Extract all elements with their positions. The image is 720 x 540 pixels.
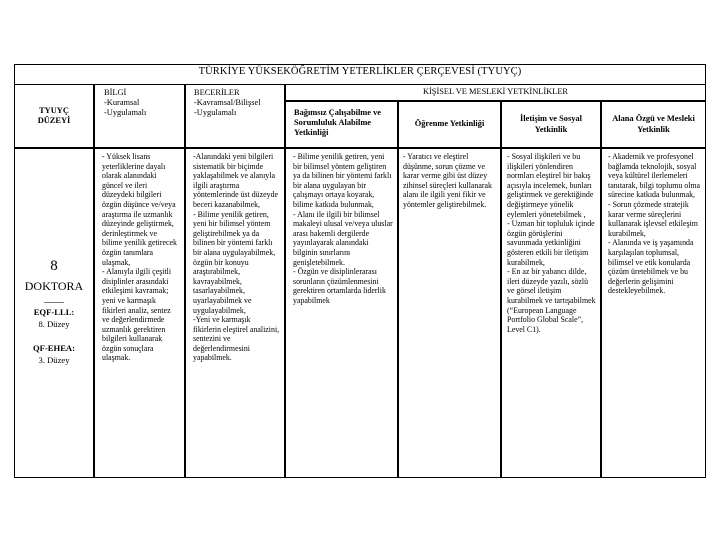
header-bilgi: BİLGİ -Kuramsal -Uygulamalı — [94, 84, 185, 148]
header-bagimsiz-calisabilme: Bağımsız Çalışabilme ve Sorumluluk Alabilme Yetkinliği — [285, 101, 398, 148]
header-ogrenme-yetkinligi: Öğrenme Yetkinliği — [398, 101, 501, 148]
qf-ehea-value: 3. Düzey — [38, 355, 70, 365]
level-name: DOKTORA — [24, 279, 84, 293]
eqf-value: 8. Düzey — [38, 319, 70, 329]
level-divider: ____ — [44, 293, 64, 304]
header-kisisel-mesleki: KİŞİSEL VE MESLEKİ YETKİNLİKLER — [285, 84, 706, 101]
alana-ozgu-content: - Akademik ve profesyonel bağlamda teknolojik, sosyal veya kültürel ilerlemeleri tanıtarak, bilgi toplumu olma sürecine katkıda bulunmak, - Sorun çözmede stratejik karar verme süreçlerini kullanarak işlevsel etkileşim kurabilmek, - Alanında ve iş yaşamında karşılaşılan toplumsal, bilimsel ve etik konularda çözüm üretebilmek ve bu değerlerin gelişimini destekleyebilmek. — [601, 148, 706, 478]
header-alana-ozgu: Alana Özgü ve Mesleki Yetkinlik — [601, 101, 706, 148]
bilgi-content: - Yüksek lisans yeterliklerine dayalı olarak alanındaki güncel ve ileri düzeydeki bilgileri özgün düşünce ve/veya araştırma ile uzmanlık düzeyinde geliştirmek, derinleştirmek ve bilime yenilik getirecek özgün tanımlara ulaşmak, - Alanıyla ilgili çeşitli disiplinler arasındaki etkileşimi kavramak; yeni ve karmaşık fikirleri analiz, sentez ve değerlendirmede uzmanlık gerektiren bilgileri kullanarak özgün sonuçlara ulaşmak. — [94, 148, 185, 478]
header-tyuyc-level: TYUYÇ DÜZEYİ — [14, 84, 94, 148]
header-beceriler: BECERİLER -Kavramsal/Bilişsel -Uygulamalı — [185, 84, 285, 148]
qf-ehea-label: QF-EHEA: — [32, 343, 75, 353]
table-title: TÜRKİYE YÜKSEKÖĞRETİM YETERLİKLER ÇERÇEVESİ (TYUYÇ) — [198, 66, 522, 77]
beceriler-content: -Alanındaki yeni bilgileri sistematik bir biçimde yaklaşabilmek ve alanıyla ilgili araştırma yöntemlerinde üst düzeyde beceri kazanabilmek, - Bilime yenilik getiren, yeni bir bilimsel yöntem geliştirebilmek ya da bilinen bir yöntemi farklı bir alana uygulayabilmek, özgün bir konuyu araştırabilmek, kavrayabilmek, tasarlayabilmek, uyarlayabilmek ve uygulayabilmek, -Yeni ve karmaşık fikirlerin eleştirel analizini, sentezini ve değerlendirmesini yapabilmek. — [185, 148, 285, 478]
level-number: 8 — [50, 258, 58, 274]
bagimsiz-calisabilme-content: - Bilime yenilik getiren, yeni bir bilimsel yöntem geliştiren ya da bilinen bir yöntemi farklı bir alana uygulayan bir çalışmayı ortaya koyarak, bilime katkıda bulunmak, - Alanı ile ilgili bir bilimsel makaleyi ulusal ve/veya uluslar arası hakemli dergilerde yayınlayarak alanındaki bilginin sınırlarını genişletebilmek. - Özgün ve disiplinlerarası sorunların çözümlenmesini gerektiren ortamlarda liderlik yapabilmek — [285, 148, 398, 478]
eqf-label: EQF-LLL: — [33, 307, 75, 317]
ogrenme-yetkinligi-content: - Yaratıcı ve eleştirel düşünme, sorun çözme ve karar verme gibi üst düzey zihinsel süreçleri kullanarak alanı ile ilgili yeni fikir ve yöntemler geliştirebilmek. — [398, 148, 501, 478]
header-iletisim-sosyal: İletişim ve Sosyal Yetkinlik — [501, 101, 601, 148]
iletisim-sosyal-content: - Sosyal ilişkileri ve bu ilişkileri yönlendiren normları eleştirel bir bakış açısıyla incelemek, bunları geliştirmek ve gerektiğinde değiştirmeye yönelik eylemleri yönetebilmek , - Uzman bir topluluk içinde özgün görüşlerini savunmada yetkinliğini gösteren etkili bir iletişim kurabilmek, - En az bir yabancı dilde, ileri düzeyde yazılı, sözlü ve görsel iletişim kurabilmek ve tartışabilmek (“European Language Portfolio Global Scale”, Level C1). — [501, 148, 601, 478]
